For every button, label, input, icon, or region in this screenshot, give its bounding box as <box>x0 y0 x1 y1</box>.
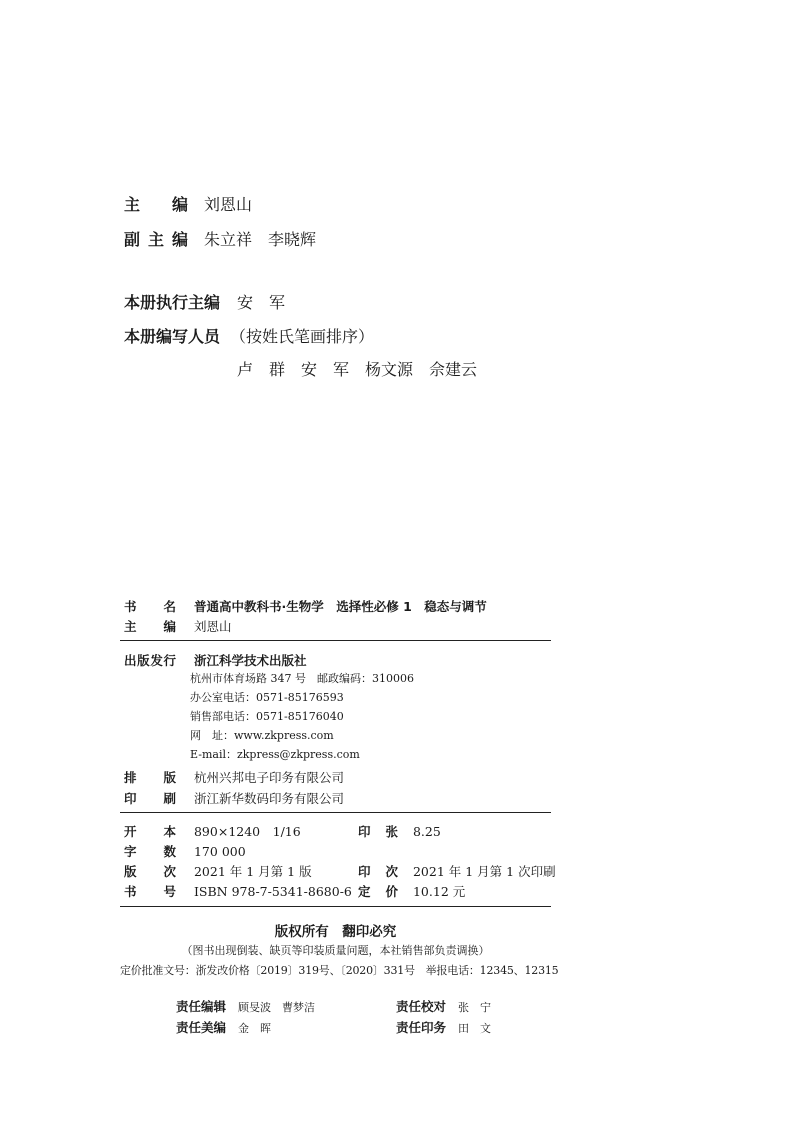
deputy-editors-value: 朱立祥 李晓辉 <box>204 230 317 249</box>
publisher-email: E-mail：zkpress@zkpress.com <box>190 748 360 761</box>
deputy-editors-label: 副主编 <box>124 230 188 249</box>
imprint-isbn: 书号 ISBN 978-7-5341-8680-6 <box>124 884 352 899</box>
imprint-book-name: 书名 普通高中教科书·生物学 选择性必修 1 稳态与调节 <box>124 599 487 614</box>
publisher-office-phone: 办公室电话：0571-85176593 <box>190 691 344 704</box>
pricing-document: 定价批准文号：浙发改价格〔2019〕319号、〔2020〕331号 举报电话：12345、12315 <box>120 964 559 977</box>
imprint-print-run: 印次 2021 年 1 月第 1 次印刷 <box>358 864 556 879</box>
staff-print-supervisor: 责任印务 田 文 <box>396 1020 491 1035</box>
imprint-editor: 主编 刘恩山 <box>124 619 232 634</box>
chief-editor-label: 主编 <box>124 195 188 214</box>
volume-writers-note: （按姓氏笔画排序） <box>230 327 375 346</box>
publisher-address: 杭州市体育场路 347 号 邮政编码：310006 <box>190 672 414 685</box>
publisher-sales-phone: 销售部电话：0571-85176040 <box>190 710 344 723</box>
staff-art-editor: 责任美编 金 晖 <box>176 1020 271 1035</box>
quality-notice: （图书出现倒装、缺页等印装质量问题，本社销售部负责调换） <box>181 944 490 957</box>
staff-proofreader: 责任校对 张 宁 <box>396 999 491 1014</box>
imprint-typesetting: 排版 杭州兴邦电子印务有限公司 <box>124 770 344 785</box>
copyright-notice: 版权所有 翻印必究 <box>274 924 397 940</box>
imprint-word-count: 字数 170 000 <box>124 844 246 859</box>
volume-exec-editor-value: 安 军 <box>237 293 286 312</box>
divider <box>120 906 551 907</box>
volume-writers-value: 卢 群 安 军 杨文源 佘建云 <box>237 360 478 379</box>
publisher-website: 网 址：www.zkpress.com <box>190 729 334 742</box>
imprint-format: 开本 890×1240 1/16 <box>124 824 301 839</box>
imprint-edition: 版次 2021 年 1 月第 1 版 <box>124 864 312 879</box>
staff-responsible-editor: 责任编辑 顾旻波 曹梦洁 <box>176 999 315 1014</box>
imprint-publisher: 出版发行 浙江科学技术出版社 <box>124 653 307 668</box>
imprint-printing: 印刷 浙江新华数码印务有限公司 <box>124 791 344 806</box>
divider <box>120 812 551 813</box>
chief-editor-value: 刘恩山 <box>204 195 253 214</box>
volume-exec-editor-label: 本册执行主编 <box>124 293 221 312</box>
divider <box>120 640 551 641</box>
imprint-sheets: 印张 8.25 <box>358 824 441 839</box>
volume-writers-label: 本册编写人员 <box>124 327 221 346</box>
imprint-price: 定价 10.12 元 <box>358 884 466 899</box>
